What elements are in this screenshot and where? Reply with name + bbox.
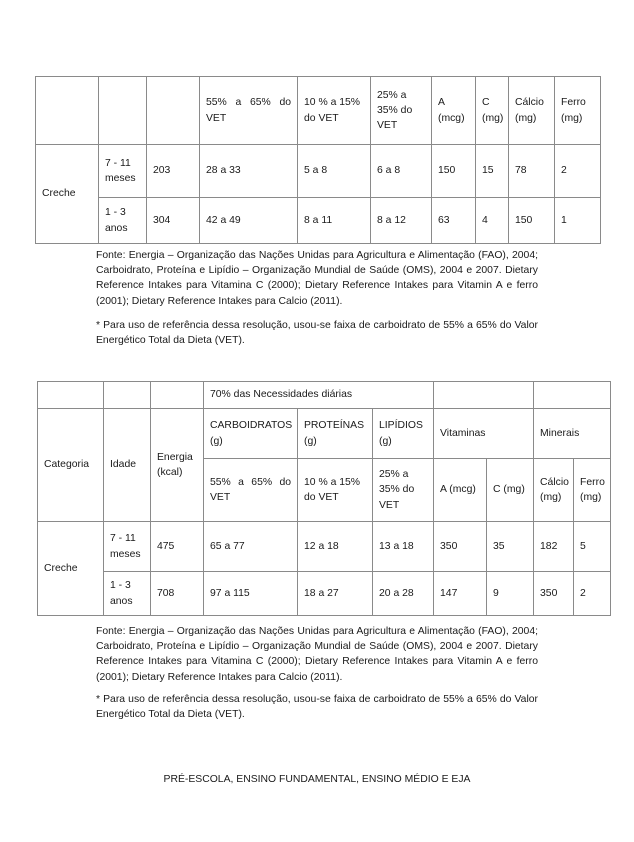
header-age: Idade	[104, 409, 151, 522]
table-row	[36, 145, 601, 198]
source-note-1: Fonte: Energia – Organização das Nações Unidas para Agricultura e Alimentação (FAO), 2004; Carboidrato, Proteína e Lipídio – Organização Mundial de Saúde (OMS), 2004 e 2007. Dietary Reference Intakes para Vitamina C (2000); Dietary Reference Intakes para Vitamin A e ferro (2001); Dietary Reference Intakes para Calcio (2011).	[96, 250, 538, 307]
kcal-cell: 203	[147, 145, 200, 198]
header-prot-range: 10 % a 15% do VET	[298, 459, 373, 522]
header-vitamin-a: A (mcg)	[432, 77, 476, 145]
vitamin-a-cell: 147	[434, 572, 487, 616]
footnote-2: * Para uso de referência dessa resolução, usou-se faixa de carboidrato de 55% a 65% do Valor Energético Total da Dieta (VET).	[96, 694, 538, 721]
vitamin-a-cell: 63	[432, 198, 476, 244]
header-energy-vet: 55% a 65% do VET	[200, 77, 298, 145]
protein-cell: 18 a 27	[298, 572, 373, 616]
table-header-row	[36, 77, 601, 145]
kcal-cell: 708	[151, 572, 204, 616]
table-row	[36, 198, 601, 244]
carb-cell: 65 a 77	[204, 522, 298, 572]
daily-needs-header: 70% das Necessidades diárias	[204, 382, 434, 409]
header-category: Categoria	[38, 409, 104, 522]
header-iron: Ferro (mg)	[574, 459, 611, 522]
iron-cell: 2	[555, 145, 601, 198]
header-minerals: Minerais	[534, 409, 611, 459]
table-super-header-row	[38, 382, 611, 409]
header-protein-vet: 10 % a 15% do VET	[298, 77, 371, 145]
iron-cell: 1	[555, 198, 601, 244]
category-cell: Creche	[36, 145, 99, 244]
nutrition-table-2	[37, 381, 611, 616]
header-calcium: Cálcio (mg)	[509, 77, 555, 145]
header-vitamin-c: C (mg)	[476, 77, 509, 145]
calcium-cell: 150	[509, 198, 555, 244]
page-footer: PRÉ-ESCOLA, ENSINO FUNDAMENTAL, ENSINO MÉDIO E EJA	[163, 774, 471, 785]
footnote-1: * Para uso de referência dessa resolução, usou-se faixa de carboidrato de 55% a 65% do Valor Energético Total da Dieta (VET).	[96, 320, 538, 347]
header-carbohydrates: CARBOIDRATOS (g)	[204, 409, 298, 459]
vitamin-c-cell: 9	[487, 572, 534, 616]
vitamin-c-cell: 35	[487, 522, 534, 572]
iron-cell: 5	[574, 522, 611, 572]
header-calcium: Cálcio (mg)	[534, 459, 574, 522]
category-cell: Creche	[38, 522, 104, 616]
lipid-cell: 13 a 18	[373, 522, 434, 572]
lipid-cell: 20 a 28	[373, 572, 434, 616]
lipid-cell: 6 a 8	[371, 145, 432, 198]
header-iron: Ferro (mg)	[555, 77, 601, 145]
header-vitamin-a: A (mcg)	[434, 459, 487, 522]
calcium-cell: 350	[534, 572, 574, 616]
header-vitamins: Vitaminas	[434, 409, 534, 459]
age-cell: 1 - 3 anos	[104, 572, 151, 616]
vitamin-a-cell: 150	[432, 145, 476, 198]
age-cell: 7 - 11 meses	[104, 522, 151, 572]
protein-cell: 8 a 11	[298, 198, 371, 244]
vitamin-c-cell: 4	[476, 198, 509, 244]
iron-cell: 2	[574, 572, 611, 616]
table-header-row	[38, 409, 611, 459]
header-lipid-vet: 25% a 35% do VET	[371, 77, 432, 145]
age-cell: 7 - 11 meses	[99, 145, 147, 198]
protein-cell: 5 a 8	[298, 145, 371, 198]
calcium-cell: 78	[509, 145, 555, 198]
lipid-cell: 8 a 12	[371, 198, 432, 244]
header-energy: Energia (kcal)	[151, 409, 204, 522]
carb-cell: 97 a 115	[204, 572, 298, 616]
header-proteins: PROTEÍNAS (g)	[298, 409, 373, 459]
kcal-cell: 475	[151, 522, 204, 572]
vitamin-c-cell: 15	[476, 145, 509, 198]
header-lipids: LIPÍDIOS (g)	[373, 409, 434, 459]
age-cell: 1 - 3 anos	[99, 198, 147, 244]
protein-cell: 12 a 18	[298, 522, 373, 572]
kcal-cell: 304	[147, 198, 200, 244]
header-vitamin-c: C (mg)	[487, 459, 534, 522]
table-row	[38, 522, 611, 572]
header-carb-range: 55% a 65% do VET	[204, 459, 298, 522]
nutrition-table-1	[35, 76, 601, 244]
carb-cell: 28 a 33	[200, 145, 298, 198]
vitamin-a-cell: 350	[434, 522, 487, 572]
carb-cell: 42 a 49	[200, 198, 298, 244]
table-row	[38, 572, 611, 616]
calcium-cell: 182	[534, 522, 574, 572]
source-note-2: Fonte: Energia – Organização das Nações Unidas para Agricultura e Alimentação (FAO), 2004; Carboidrato, Proteína e Lipídio – Organização Mundial de Saúde (OMS), 2004 e 2007. Dietary Reference Intakes para Vitamina C (2000); Dietary Reference Intakes para Vitamin A e ferro (2001); Dietary Reference Intakes para Calcio (2011).	[96, 626, 538, 683]
header-lip-range: 25% a 35% do VET	[373, 459, 434, 522]
